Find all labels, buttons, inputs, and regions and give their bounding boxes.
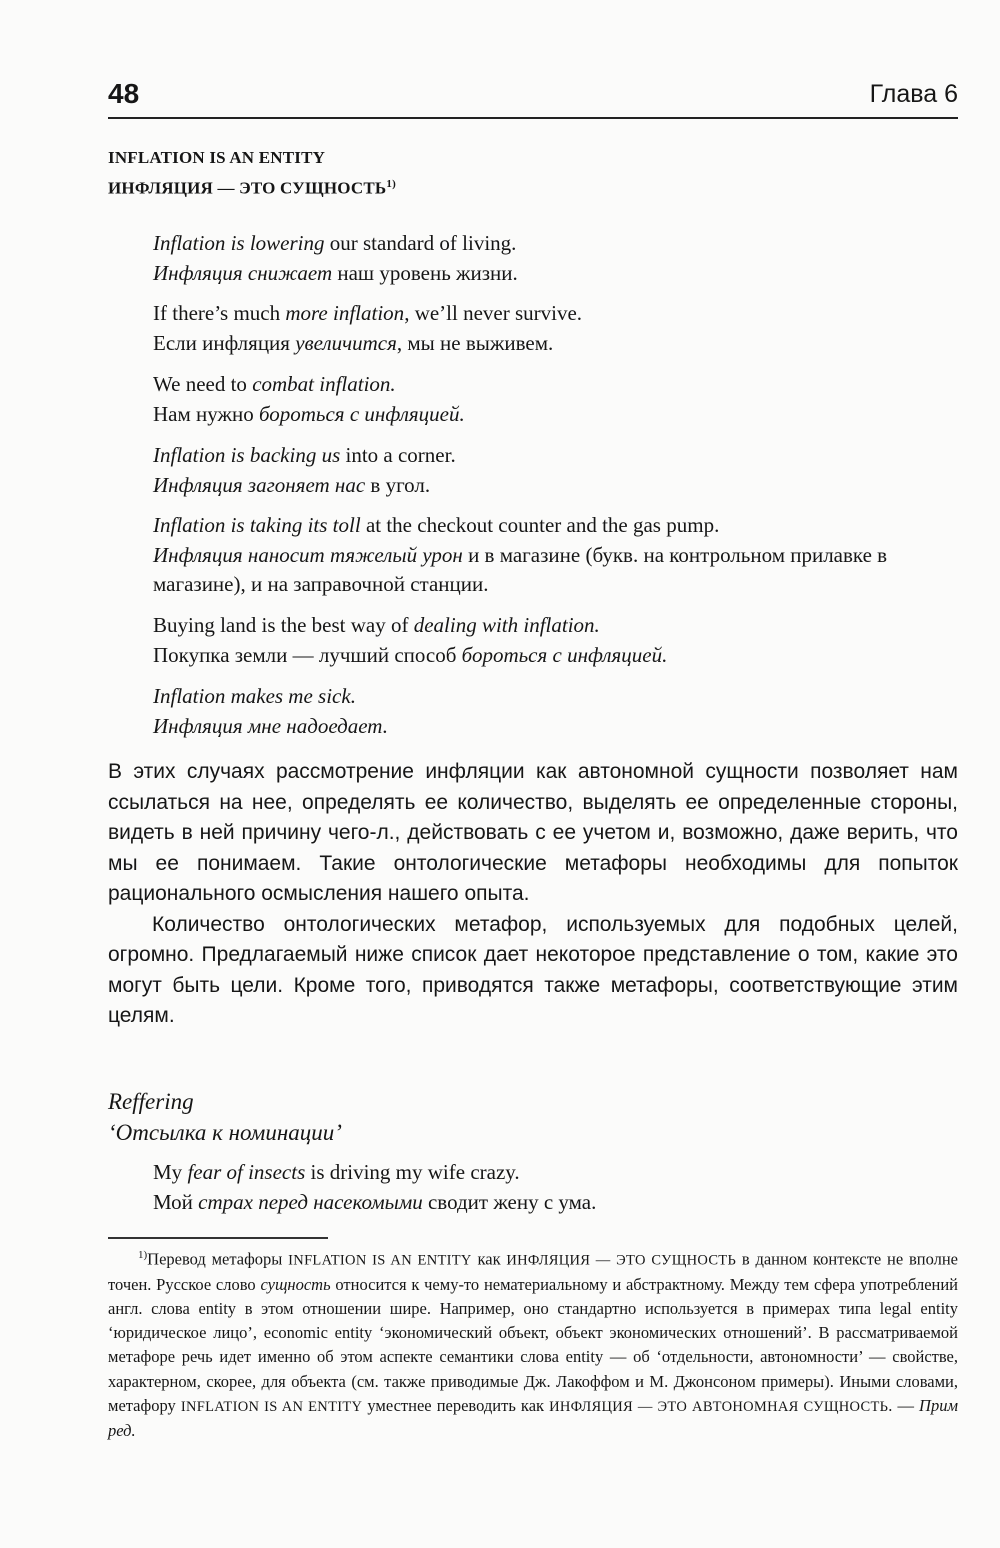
example-ru: Инфляция мне надоедает.: [153, 713, 388, 738]
footnote: $^{1)}$Перевод метафоры INFLATION IS AN ENTITY как ИНФЛЯЦИЯ — ЭТО СУЩНОСТЬ в данном контексте не вполне точен. Русское слово сущность относится к чему-то нематериальному и абстрактному. Между тем сфера употреблений англ. слова entity в этом отношении шире. Например, оно стандартно используется в примерах типа legal entity ‘юридическое лицо’, economic entity ‘экономический объект, объект экономических отношений’. В рассматриваемой метафоре речь идет именно об этом аспекте семантики слова entity — об ‘отдельности, автономности’ — свойстве, характерном, скорее, для объекта (см. также приводимые Дж. Лакоффом и М. Джонсоном примеры). Иными словами, метафору INFLATION IS AN ENTITY уместнее переводить как ИНФЛЯЦИЯ — ЭТО АВТОНОМНАЯ СУЩНОСТЬ. — Прим ред.: [108, 1249, 959, 1440]
footnote-number: 1): [138, 1249, 148, 1261]
page-header: [108, 76, 958, 116]
section-title-ru: ‘Отсылка к номинации’: [108, 1120, 342, 1145]
example-ru: Мой страх перед насекомыми сводит жену с ума.: [153, 1189, 597, 1214]
example-en: Inflation makes me sick.: [153, 684, 356, 708]
example-en: If there’s much more inflation, we’ll never survive.: [153, 301, 583, 325]
paragraph-1: В этих случаях рассмотрение инфляции как автономной сущности позволяет нам ссылаться на нее, определять ее количество, выделять ее определенные стороны, видеть в ней причину чего-л., действовать с ее учетом и, возможно, даже верить, что мы ее понимаем. Такие онтологические метафоры необходимы для попыток рационального осмысления нашего опыта.: [108, 760, 958, 905]
header-rule: [108, 117, 958, 119]
example-2: [153, 299, 958, 358]
page-number: 48: [108, 78, 140, 109]
example-5: [153, 511, 958, 600]
example-ru: Если инфляция увеличится, мы не выживем.: [153, 330, 554, 355]
body-text: [108, 757, 958, 1032]
example-6: [153, 611, 958, 670]
section-title-en: Reffering: [108, 1089, 194, 1114]
footnote-marker: 1): [386, 178, 396, 190]
example-en: Inflation is backing us into a corner.: [153, 443, 456, 467]
example-7: [153, 682, 958, 741]
example-ru: Покупка земли — лучший способ бороться с инфляцией.: [153, 642, 668, 667]
footnote-rule: [108, 1237, 328, 1239]
example-en: Inflation is lowering our standard of living.: [153, 231, 517, 255]
example-en: We need to combat inflation.: [153, 372, 396, 396]
paragraph-2: Количество онтологических метафор, используемых для подобных целей, огромно. Предлагаемый ниже список дает некоторое представление о том, какие это могут быть цели. Кроме того, приводятся также метафоры, соответствующие этим целям.: [108, 912, 958, 1027]
example-ru: Инфляция наносит тяжелый урон и в магазине (букв. на контрольном прилавке в магазине), и на заправочной станции.: [153, 542, 888, 596]
example-4: [153, 441, 958, 500]
example-ru: Нам нужно бороться с инфляцией.: [153, 401, 465, 426]
chapter-title: Глава 6: [869, 80, 958, 108]
example-3: [153, 370, 958, 429]
example-en: Inflation is taking its toll at the checkout counter and the gas pump.: [153, 513, 720, 537]
example-en: Buying land is the best way of dealing with inflation.: [153, 613, 600, 637]
example-en: My fear of insects is driving my wife crazy.: [153, 1160, 520, 1184]
example-ru: Инфляция загоняет нас в угол.: [153, 472, 431, 497]
metaphor-heading-ru: ИНФЛЯЦИЯ — ЭТО СУЩНОСТЬ$^{1)}$: [108, 178, 396, 198]
example-1: [153, 229, 958, 288]
example-ru: Инфляция снижает наш уровень жизни.: [153, 260, 518, 285]
metaphor-heading-en: INFLATION IS AN ENTITY: [108, 148, 326, 167]
section-example: [153, 1158, 958, 1217]
